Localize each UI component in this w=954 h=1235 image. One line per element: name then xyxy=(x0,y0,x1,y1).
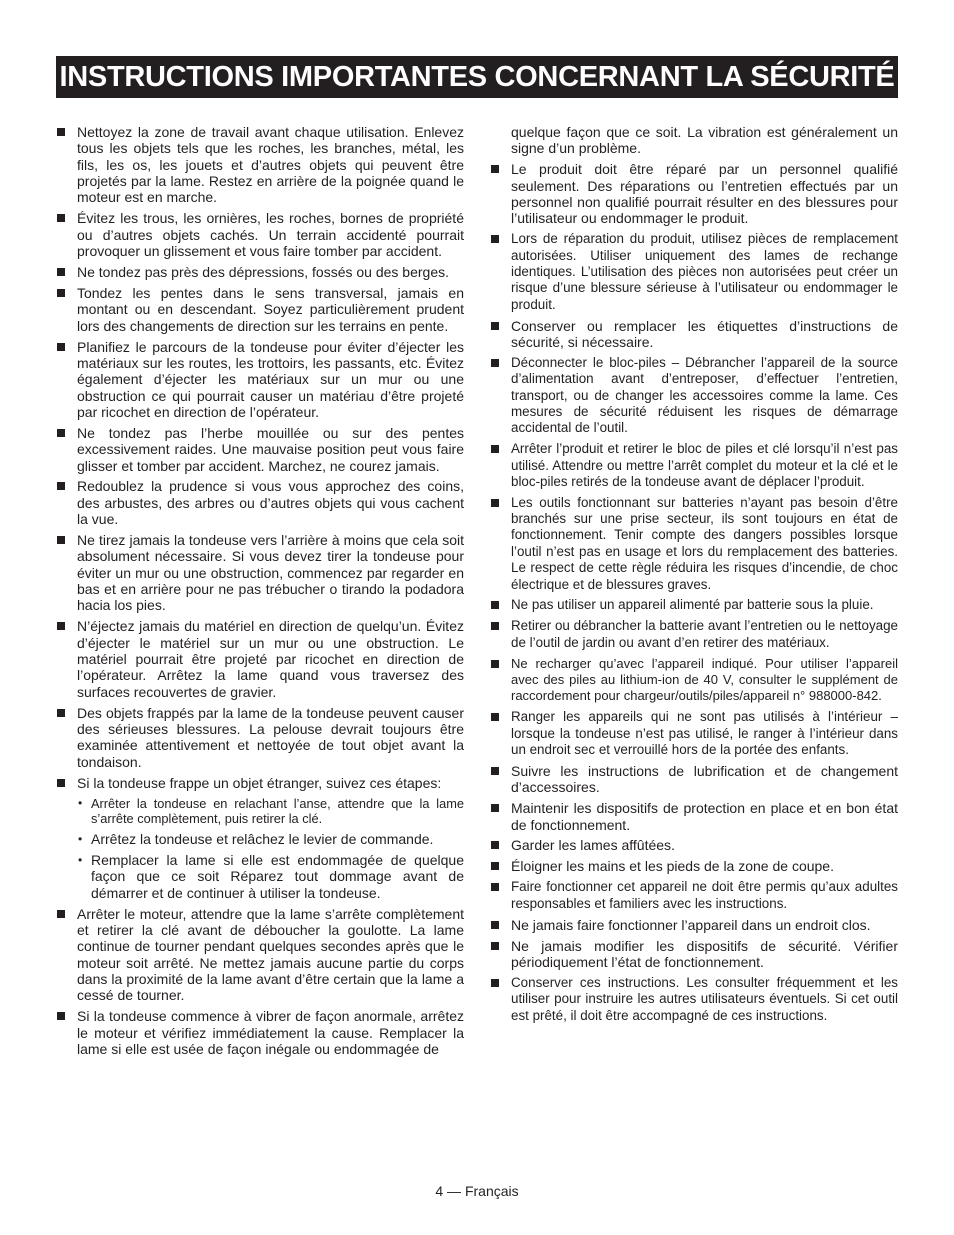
square-bullet-icon xyxy=(491,921,499,929)
square-bullet-icon xyxy=(491,622,499,630)
list-item-text: Ne recharger qu’avec l’appareil indiqué. Pour utiliser l’appareil avec des piles au lithium-ion de 40 V, consulter le supplément de raccordement pour chargeur/outils/piles/appareil n° 988000-842. xyxy=(511,655,898,704)
list-item-text: Ne jamais faire fonctionner l’appareil dans un endroit clos. xyxy=(511,916,871,933)
round-bullet-icon: • xyxy=(78,795,83,810)
list-item-text: Ne tondez pas l’herbe mouillée ou sur des pentes excessivement raides. Une mauvaise position peut vous faire glisser et tomber par accident. Marchez, ne courez jamais. xyxy=(77,424,464,474)
square-bullet-icon xyxy=(491,713,499,721)
sub-list-item-text: Remplacer la lame si elle est endommagée de quelque façon que ce soit Réparez tout dommage avant de démarrer et de continuer à utiliser la tondeuse. xyxy=(91,852,464,901)
sub-list-item xyxy=(56,831,464,847)
list-item-text: N’éjectez jamais du matériel en direction de quelqu’un. Évitez d’éjecter le matériel sur un mur ou une obstruction. Le matériel pourrait être projeté par ricochet en direction de l’opérateur. Arrêtez la lame quand vous traversez des surfaces recouvertes de gravier. xyxy=(77,618,464,700)
square-bullet-icon xyxy=(491,165,499,173)
square-bullet-icon xyxy=(491,767,499,775)
list-item-text: Tondez les pentes dans le sens transversal, jamais en montant ou en descendant. Soyez particulièrement prudent lors des changements de direction sur les terrains en pente. xyxy=(77,284,464,334)
square-bullet-icon xyxy=(491,660,499,668)
square-bullet-icon xyxy=(57,289,65,297)
sub-list-item-text: Arrêtez la tondeuse et relâchez le levier de commande. xyxy=(91,831,434,848)
list-item xyxy=(490,355,898,437)
list-item xyxy=(490,763,898,796)
list-item xyxy=(490,917,898,933)
square-bullet-icon xyxy=(57,343,65,351)
list-item xyxy=(490,975,898,1024)
list-item-continuation xyxy=(490,124,898,157)
list-item-text: Ne tondez pas près des dépressions, fossés ou des berges. xyxy=(77,263,449,280)
list-item xyxy=(490,231,898,313)
sub-list-item-text: Arrêter la tondeuse en relachant l’anse, attendre que la lame s’arrête complètement, puis retirer la clé. xyxy=(91,795,464,827)
list-item xyxy=(490,318,898,351)
square-bullet-icon xyxy=(57,268,65,276)
left-column xyxy=(56,124,464,1062)
list-item-text: Ne tirez jamais la tondeuse vers l’arrière à moins que cela soit absolument nécessaire. Si vous devez tirer la tondeuse pour éviter un mur ou une obstruction, commencez par regarder en bas et en arrière pour ne pas trébucher o tirando la podadora hacia los pies. xyxy=(77,532,464,614)
square-bullet-icon xyxy=(491,804,499,812)
list-item xyxy=(56,705,464,770)
list-item xyxy=(490,618,898,651)
square-bullet-icon xyxy=(57,1012,65,1020)
square-bullet-icon xyxy=(57,128,65,136)
list-item xyxy=(490,938,898,971)
square-bullet-icon xyxy=(57,482,65,490)
list-item xyxy=(56,1008,464,1057)
list-item xyxy=(56,210,464,259)
list-item xyxy=(490,495,898,593)
list-item xyxy=(490,837,898,853)
list-item xyxy=(56,906,464,1004)
list-item-text: Des objets frappés par la lame de la tondeuse peuvent causer des sérieuses blessures. La pelouse devrait toujours être examinée attentivement et nettoyée de tout objet avant la tondaison. xyxy=(77,704,464,770)
list-item-text: Ranger les appareils qui ne sont pas utilisés à l’intérieur – lorsque la tondeuse n’est pas utilisé, le ranger à l’intérieur dans un endroit sec et verrouillé hors de la portée des enfants. xyxy=(511,709,898,757)
square-bullet-icon xyxy=(57,622,65,630)
round-bullet-icon: • xyxy=(78,853,83,868)
list-item xyxy=(490,161,898,226)
list-item-text: quelque façon que ce soit. La vibration est généralement un signe d’un problème. xyxy=(511,124,898,157)
list-item-text: Nettoyez la zone de travail avant chaque utilisation. Enlevez tous les objets tels que les roches, les branches, métal, les fils, les os, les jouets et d’autres objets qui peuvent être projetés par la lame. Restez en arrière de la poignée quand le moteur est en marche. xyxy=(77,124,464,206)
list-item xyxy=(56,285,464,334)
list-item-text: Retirer ou débrancher la batterie avant l’entretien ou le nettoyage de l’outil de jardin ou avant d’en retirer des matériaux. xyxy=(511,618,898,650)
list-item-text: Évitez les trous, les ornières, les roches, bornes de propriété ou d’autres objets cachés. Un terrain accidenté pourrait provoquer un glissement et vous faire tomber par accident. xyxy=(77,210,464,259)
list-item xyxy=(490,656,898,705)
list-item xyxy=(56,618,464,700)
list-item-text: Ne pas utiliser un appareil alimenté par batterie sous la pluie. xyxy=(511,597,874,613)
square-bullet-icon xyxy=(491,601,499,609)
list-item-text: Les outils fonctionnant sur batteries n’ayant pas besoin d’être branchés sur une prise secteur, ils sont toujours en état de fonctionnement. Tenir compte des dangers possibles lorsque l’outil n’est pas en usage et lors du remplacement des batteries. Le respect de cette règle réduira les risques d’incendie, de choc électrique et de blessures graves. xyxy=(511,494,898,592)
square-bullet-icon xyxy=(491,499,499,507)
round-bullet-icon: • xyxy=(78,832,83,847)
list-item-text: Maintenir les dispositifs de protection en place et en bon état de fonctionnement. xyxy=(511,800,898,833)
square-bullet-icon xyxy=(491,359,499,367)
list-item xyxy=(56,264,464,280)
square-bullet-icon xyxy=(57,214,65,222)
sub-list-item xyxy=(56,796,464,827)
list-item xyxy=(56,425,464,474)
list-item xyxy=(56,124,464,206)
square-bullet-icon xyxy=(57,536,65,544)
list-item xyxy=(490,800,898,833)
square-bullet-icon xyxy=(491,883,499,891)
list-item-text: Arrêter le moteur, attendre que la lame s’arrête complètement et retirer la clé avant de déboucher la goulotte. La lame continue de tourner pendant quelques secondes après que le moteur soit arrêté. Ne mettez jamais aucune partie du corps dans la proximité de la lame avant d’être certain que la lame a cessé de tourner. xyxy=(77,905,464,1004)
square-bullet-icon xyxy=(57,779,65,787)
square-bullet-icon xyxy=(491,979,499,987)
list-item xyxy=(56,532,464,614)
list-item-text: Faire fonctionner cet appareil ne doit être permis qu’aux adultes responsables et familiers avec les instructions. xyxy=(511,879,898,911)
list-item-text: Suivre les instructions de lubrification et de changement d’accessoires. xyxy=(511,762,898,796)
square-bullet-icon xyxy=(491,942,499,950)
list-item xyxy=(56,775,464,791)
square-bullet-icon xyxy=(57,910,65,918)
list-item xyxy=(56,339,464,421)
list-item xyxy=(490,441,898,490)
list-item xyxy=(56,478,464,527)
list-item xyxy=(490,879,898,912)
list-item-text: Ne jamais modifier les dispositifs de sécurité. Vérifier périodiquement l’état de fonctionnement. xyxy=(511,937,898,970)
page-title: INSTRUCTIONS IMPORTANTES CONCERNANT LA SÉCURITÉ xyxy=(56,56,898,98)
list-item-text: Déconnecter le bloc-piles – Débrancher l’appareil de la source d’alimentation avant d’entreposer, d’effectuer l’entretien, transport, ou de changer les accessoires comme la lame. Ces mesures de sécurité réduisent les risques de démarrage accidental de l’outil. xyxy=(511,354,898,436)
square-bullet-icon xyxy=(491,322,499,330)
square-bullet-icon xyxy=(491,445,499,453)
sub-list-item xyxy=(56,852,464,901)
list-item-text: Planifiez le parcours de la tondeuse pour éviter d’éjecter les matériaux sur les routes, les trottoirs, les passants, etc. Évitez également d’éjecter les matériaux sur un mur ou une obstruction ce qui pourrait causer un matériau d’être projeté par ricochet en direction de l’opérateur. xyxy=(77,338,464,420)
list-item-text: Redoublez la prudence si vous vous approchez des coins, des arbustes, des arbres ou d’autres objets qui vous cachent la vue. xyxy=(77,478,464,528)
list-item-text: Éloigner les mains et les pieds de la zone de coupe. xyxy=(511,858,834,875)
square-bullet-icon xyxy=(57,429,65,437)
square-bullet-icon xyxy=(491,862,499,870)
list-item-text: Conserver ces instructions. Les consulter fréquemment et les utiliser pour instruire les autres utilisateurs éventuels. Si cet outil est prêté, il doit être accompagné de ces instructions. xyxy=(511,974,898,1023)
list-item-text: Si la tondeuse commence à vibrer de façon anormale, arrêtez le moteur et vérifiez immédiatement la cause. Remplacer la lame si elle est usée de façon inégale ou endommagée de xyxy=(77,1008,464,1058)
list-item-text: Lors de réparation du produit, utilisez pièces de remplacement autorisées. Utiliser uniquement des lames de rechange identiques. L’utilisation des pièces non autorisées peut créer un risque d’une blessure sérieuse à l’utilisateur ou endommager le produit. xyxy=(511,231,898,312)
list-item-text: Le produit doit être réparé par un personnel qualifié seulement. Des réparations ou l’entretien effectués par un personnel non qualifié pourrait résulter en des blessures pour l’utilisateur ou endommager le produit. xyxy=(511,161,898,227)
square-bullet-icon xyxy=(491,841,499,849)
list-item xyxy=(490,858,898,874)
list-item xyxy=(490,709,898,758)
list-item-text: Conserver ou remplacer les étiquettes d’instructions de sécurité, si nécessaire. xyxy=(511,317,898,350)
list-item-text: Garder les lames affûtées. xyxy=(511,837,675,854)
page-footer: 4 — Français xyxy=(435,1183,519,1199)
square-bullet-icon xyxy=(491,235,499,243)
list-item-text: Arrêter l’produit et retirer le bloc de piles et clé lorsqu’il n’est pas utilisé. Attendre ou mettre l’arrêt complet du moteur et la clé et le bloc-piles retirés de la tondeuse avant de déplacer l’produit. xyxy=(511,441,898,489)
square-bullet-icon xyxy=(57,709,65,717)
list-item-text: Si la tondeuse frappe un objet étranger, suivez ces étapes: xyxy=(77,774,442,791)
right-column xyxy=(490,124,898,1028)
list-item xyxy=(490,597,898,613)
